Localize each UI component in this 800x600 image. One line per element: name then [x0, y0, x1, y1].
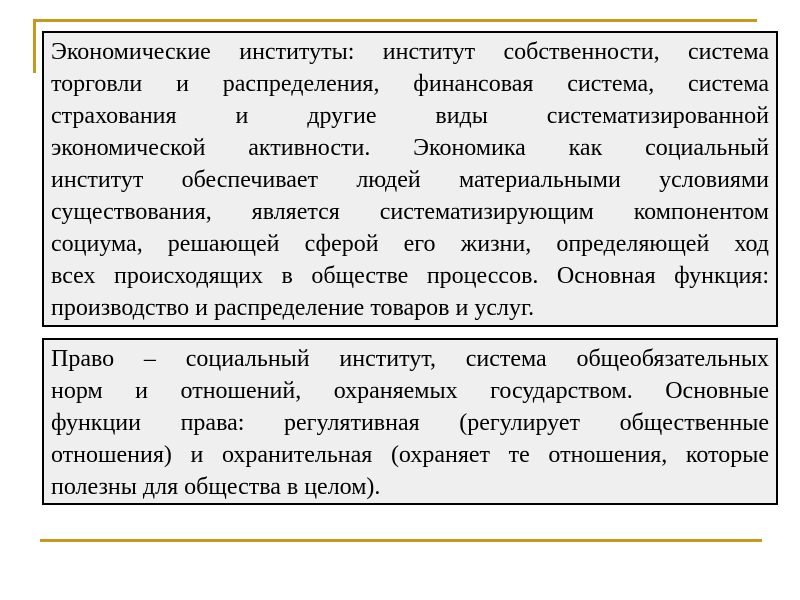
text-line: норм и отношений, охраняемых государством. Основные — [51, 378, 769, 404]
text-line: институт обеспечивает людей материальными условиями — [51, 167, 769, 193]
text-line: полезны для общества в целом). — [51, 474, 381, 500]
text-line: страхования и другие виды систематизированной — [51, 103, 769, 129]
text-line: существования, является систематизирующим компонентом — [51, 199, 769, 225]
text-line: Экономические институты: институт собственности, система — [51, 39, 769, 65]
text-line: Право – социальный институт, система общеобязательных — [51, 346, 769, 372]
top-accent-line — [33, 19, 757, 22]
text-line: производство и распределение товаров и услуг. — [51, 295, 535, 321]
text-line: отношения) и охранительная (охраняет те отношения, которые — [51, 442, 769, 468]
text-line: функции права: регулятивная (регулирует общественные — [51, 410, 769, 436]
text-line: всех происходящих в обществе процессов. Основная функция: — [51, 263, 769, 289]
text-line: торговли и распределения, финансовая система, система — [51, 71, 769, 97]
text-line: экономической активности. Экономика как социальный — [51, 135, 769, 161]
text-line: социума, решающей сферой его жизни, определяющей ход — [51, 231, 769, 257]
left-accent-line — [33, 19, 36, 73]
economic-institutions-textbox — [42, 31, 778, 327]
law-textbox — [42, 338, 778, 505]
bottom-accent-line — [40, 539, 762, 542]
